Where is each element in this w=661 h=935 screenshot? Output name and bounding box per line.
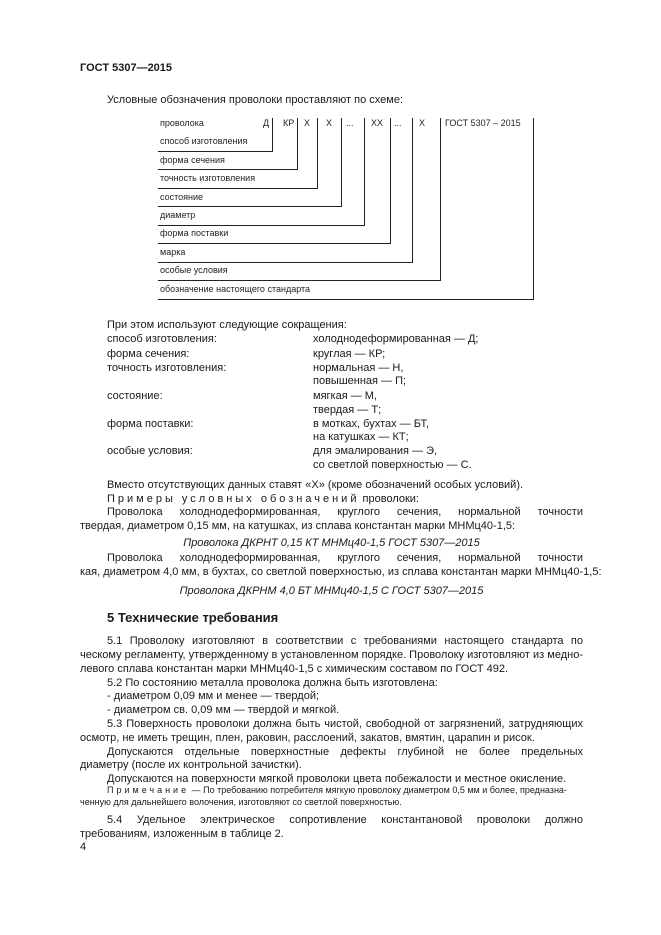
scheme-line [412, 118, 413, 263]
scheme-line [533, 118, 534, 300]
scheme-code: Х [304, 118, 311, 128]
scheme-line [158, 299, 533, 300]
note-line: ченную для дальнейшего волочения, изготовляют со светлой поверхностью. [80, 797, 402, 807]
scheme-label: марка [160, 247, 186, 257]
scheme-line [158, 206, 341, 207]
examples-heading [107, 493, 419, 506]
page-number: 4 [80, 841, 87, 853]
abbr-value: круглая — КР; [313, 348, 386, 360]
list-item: - диаметром св. 0,09 мм — твердой и мягкой. [107, 704, 340, 716]
missing-data-note: Вместо отсутствующих данных ставят «Х» (кроме обозначений особых условий). [107, 479, 524, 491]
scheme-label: особые условия [160, 265, 228, 275]
note-text: — По требованию потребителя мягкую проволоку диаметром 0,5 мм и более, предназна- [191, 785, 567, 795]
abbr-intro: При этом используют следующие сокращения: [107, 319, 347, 331]
abbr-value: нормальная — Н, [313, 362, 404, 374]
scheme-line [440, 118, 441, 281]
example-1-line: твердая, диаметром 0,15 мм, на катушках, из сплава константан марки МНМц40-1,5: [80, 520, 516, 532]
scheme-intro: Условные обозначения проволоки проставляют по схеме: [107, 94, 404, 106]
example-2-code: Проволока ДКРНМ 4,0 БТ МНМц40-1,5 С ГОСТ 5307—2015 [179, 585, 484, 597]
paragraph-line: 5.3 Поверхность проволоки должна быть чистой, свободной от загрязнений, затрудняющих [107, 718, 583, 730]
scheme-line [317, 118, 318, 189]
scheme-label: форма сечения [160, 155, 225, 165]
abbr-value: для эмалирования — Э, [313, 445, 438, 457]
abbr-key: форма сечения: [107, 348, 190, 360]
scheme-label: способ изготовления [160, 136, 248, 146]
scheme-label: точность изготовления [160, 173, 256, 183]
example-1-line: Проволока холоднодеформированная, круглого сечения, нормальной точности [107, 506, 583, 518]
paragraph-line: 5.1 Проволоку изготовляют в соответствии с требованиями настоящего стандарта по [107, 635, 583, 647]
abbr-key: форма поставки: [107, 418, 194, 430]
list-item: - диаметром 0,09 мм и менее — твердой; [107, 690, 320, 702]
scheme-line [341, 118, 342, 207]
note-label: Примечание [107, 785, 190, 795]
paragraph-line: Допускаются отдельные поверхностные дефекты глубиной не более предельных [107, 746, 583, 758]
examples-heading-spaced: Примеры условных обозначений [107, 493, 360, 505]
scheme-code: ХХ [371, 118, 384, 128]
scheme-line [297, 118, 298, 170]
paragraph-line: осмотр, не иметь трещин, плен, раковин, расслоений, закатов, вмятин, царапин и рисок. [80, 732, 535, 744]
abbr-value: на катушках — КТ; [313, 431, 409, 443]
abbr-value: повышенная — П; [313, 375, 407, 387]
scheme-line [158, 169, 297, 170]
scheme-line [390, 118, 391, 244]
example-1-code: Проволока ДКРНТ 0,15 КТ МНМц40-1,5 ГОСТ 5307—2015 [183, 537, 480, 549]
scheme-label: форма поставки [160, 228, 229, 238]
scheme-line [158, 225, 364, 226]
examples-heading-rest: проволоки: [362, 493, 419, 505]
paragraph-line: требованиям, изложенным в таблице 2. [80, 828, 284, 840]
paragraph-line: Допускаются на поверхности мягкой проволоки цвета побежалости и местное окисление. [107, 773, 567, 785]
scheme-line [158, 151, 272, 152]
paragraph-line: левого сплава константан марки МНМц40-1,5 с химическим составом по ГОСТ 492. [80, 663, 509, 675]
abbr-key: состояние: [107, 390, 163, 402]
example-2-line: Проволока холоднодеформированная, круглого сечения, нормальной точности [107, 552, 583, 564]
abbr-key: точность изготовления: [107, 362, 227, 374]
paragraph-line: 5.2 По состоянию металла проволока должна быть изготовлена: [107, 677, 438, 689]
scheme-top-label: проволока [160, 118, 204, 128]
scheme-line [272, 118, 273, 152]
example-2-line: кая, диаметром 4,0 мм, в бухтах, со светлой поверхностью, из сплава константан марки МНМц40-1,5: [80, 566, 602, 578]
scheme-line [158, 188, 317, 189]
paragraph-line: диаметру (после их контрольной зачистки). [80, 759, 302, 771]
abbr-value: в мотках, бухтах — БТ, [313, 418, 430, 430]
abbr-value: со светлой поверхностью — С. [313, 459, 472, 471]
abbr-key: способ изготовления: [107, 333, 217, 345]
scheme-line [364, 118, 365, 226]
scheme-line [158, 280, 440, 281]
document-header: ГОСТ 5307—2015 [80, 62, 173, 74]
scheme-label: состояние [160, 192, 204, 202]
scheme-line [158, 243, 390, 244]
scheme-label: обозначение настоящего стандарта [160, 284, 311, 294]
scheme-code: ... [346, 118, 354, 128]
scheme-code: КР [283, 118, 295, 128]
abbr-value: твердая — Т; [313, 404, 382, 416]
scheme-code: ... [394, 118, 402, 128]
paragraph-line: 5.4 Удельное электрическое сопротивление константановой проволоки должно [107, 814, 583, 826]
paragraph-line: ческому регламенту, утвержденному в установленном порядке. Проволоку изготовляют из медно- [80, 649, 583, 661]
abbr-value: холоднодеформированная — Д; [313, 333, 479, 345]
scheme-code: Х [419, 118, 426, 128]
scheme-code: Х [326, 118, 333, 128]
abbr-value: мягкая — М, [313, 390, 377, 402]
scheme-line [158, 262, 412, 263]
scheme-standard: ГОСТ 5307 – 2015 [445, 118, 521, 128]
section-5-heading: 5 Технические требования [107, 610, 279, 625]
abbr-key: особые условия: [107, 445, 193, 457]
scheme-label: диаметр [160, 210, 196, 220]
scheme-code: Д [263, 118, 270, 128]
